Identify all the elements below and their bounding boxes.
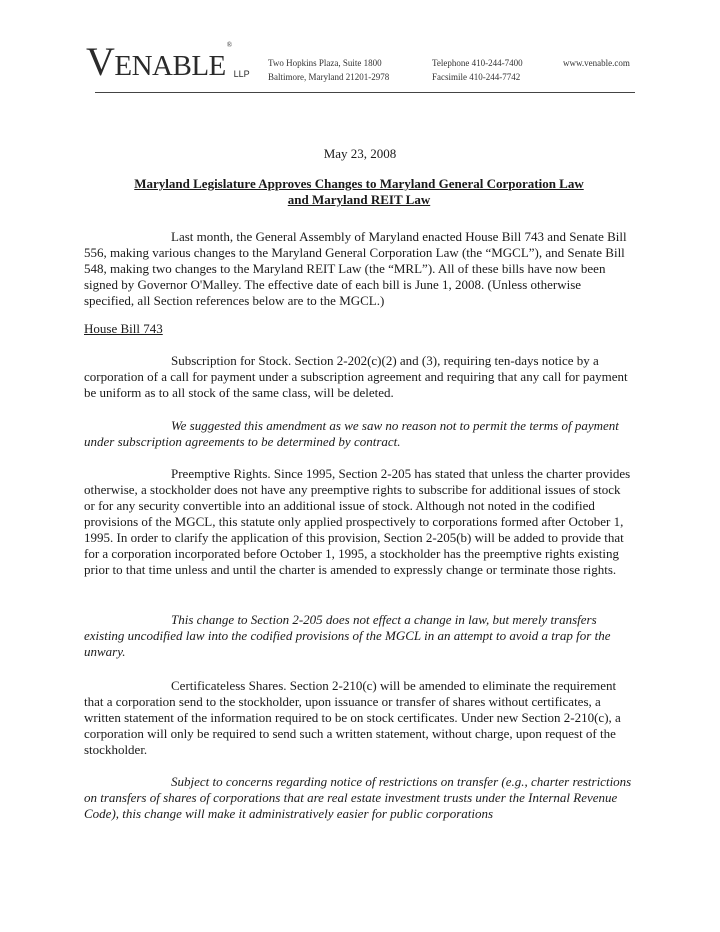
document-date: May 23, 2008 bbox=[323, 146, 397, 161]
venable-logo bbox=[86, 39, 250, 84]
title-line-1: Maryland Legislature Approves Changes to Maryland General Corporation Law bbox=[134, 176, 584, 191]
paragraph-certificateless-shares: Certificateless Shares. Section 2-210(c) will be amended to eliminate the requirement that a corporation send to the stockholder, upon issuance or transfer of shares without certificates, a written statement of the information required to be on stock certificates. Under new Section 2-210(c), a corporation will only be required to send such a written statement, without charge, upon request of the stockholder. bbox=[84, 678, 621, 757]
letterhead-web bbox=[563, 56, 630, 70]
title-line-2: and Maryland REIT Law bbox=[287, 192, 431, 207]
paragraph-preemptive-rights: Preemptive Rights. Since 1995, Section 2-205 has stated that unless the charter provides otherwise, a stockholder does not have any preemptive rights to subscribe for additional issues of stock or for any security convertible into an additional issue of stock. Although not noted in the codified provisions of the MGCL, this statute only applied prospectively to corporations formed after October 1, 1995. In order to clarify the application of this provision, Section 2-205(b) will be added to provide that for a corporation incorporated before October 1, 1995, a stockholder has the preemptive rights existing prior to that time unless and until the charter is amended to expressly change or terminate those rights. bbox=[84, 466, 631, 577]
telephone: Telephone 410-244-7400 bbox=[432, 58, 523, 68]
comment-certificateless-shares: Subject to concerns regarding notice of restrictions on transfer (e.g., charter restrictions on transfers of shares of corporations that are real estate investment trusts under the Internal Revenue Code), this change will make it administratively easier for public corporations bbox=[84, 774, 632, 821]
address-line-2: Baltimore, Maryland 21201-2978 bbox=[268, 72, 390, 82]
address-line-1: Two Hopkins Plaza, Suite 1800 bbox=[268, 58, 382, 68]
comment-preemptive-rights: This change to Section 2-205 does not effect a change in law, but merely transfers existing uncodified law into the codified provisions of the MGCL in an attempt to avoid a trap for the unwary. bbox=[84, 612, 611, 659]
facsimile: Facsimile 410-244-7742 bbox=[432, 72, 521, 82]
paragraph-subscription: Subscription for Stock. Section 2-202(c)(2) and (3), requiring ten-days notice by a corporation of a call for payment under a subscription agreement and requiring that any call for payment be uniform as to all stock of the same class, will be deleted. bbox=[84, 353, 628, 400]
comment-subscription: We suggested this amendment as we saw no reason not to permit the terms of payment under subscription agreements to be determined by contract. bbox=[84, 418, 619, 449]
letterhead-phone bbox=[432, 56, 523, 84]
letterhead-address bbox=[268, 56, 389, 84]
document-title bbox=[84, 176, 634, 208]
website-link[interactable]: www.venable.com bbox=[563, 58, 630, 68]
section-heading-hb743: House Bill 743 bbox=[84, 321, 163, 336]
letterhead-divider bbox=[95, 92, 635, 93]
logo-wordmark: VENABLE® bbox=[86, 39, 232, 84]
intro-paragraph: Last month, the General Assembly of Maryland enacted House Bill 743 and Senate Bill 556, making various changes to the Maryland General Corporation Law (the “MGCL”), and Senate Bill 548, making two changes to the Maryland REIT Law (the “MRL”). All of these bills have now been signed by Governor O'Malley. The effective date of each bill is June 1, 2008. (Unless otherwise specified, all Section references below are to the MGCL.) bbox=[84, 229, 627, 308]
logo-llp: LLP bbox=[233, 69, 250, 79]
